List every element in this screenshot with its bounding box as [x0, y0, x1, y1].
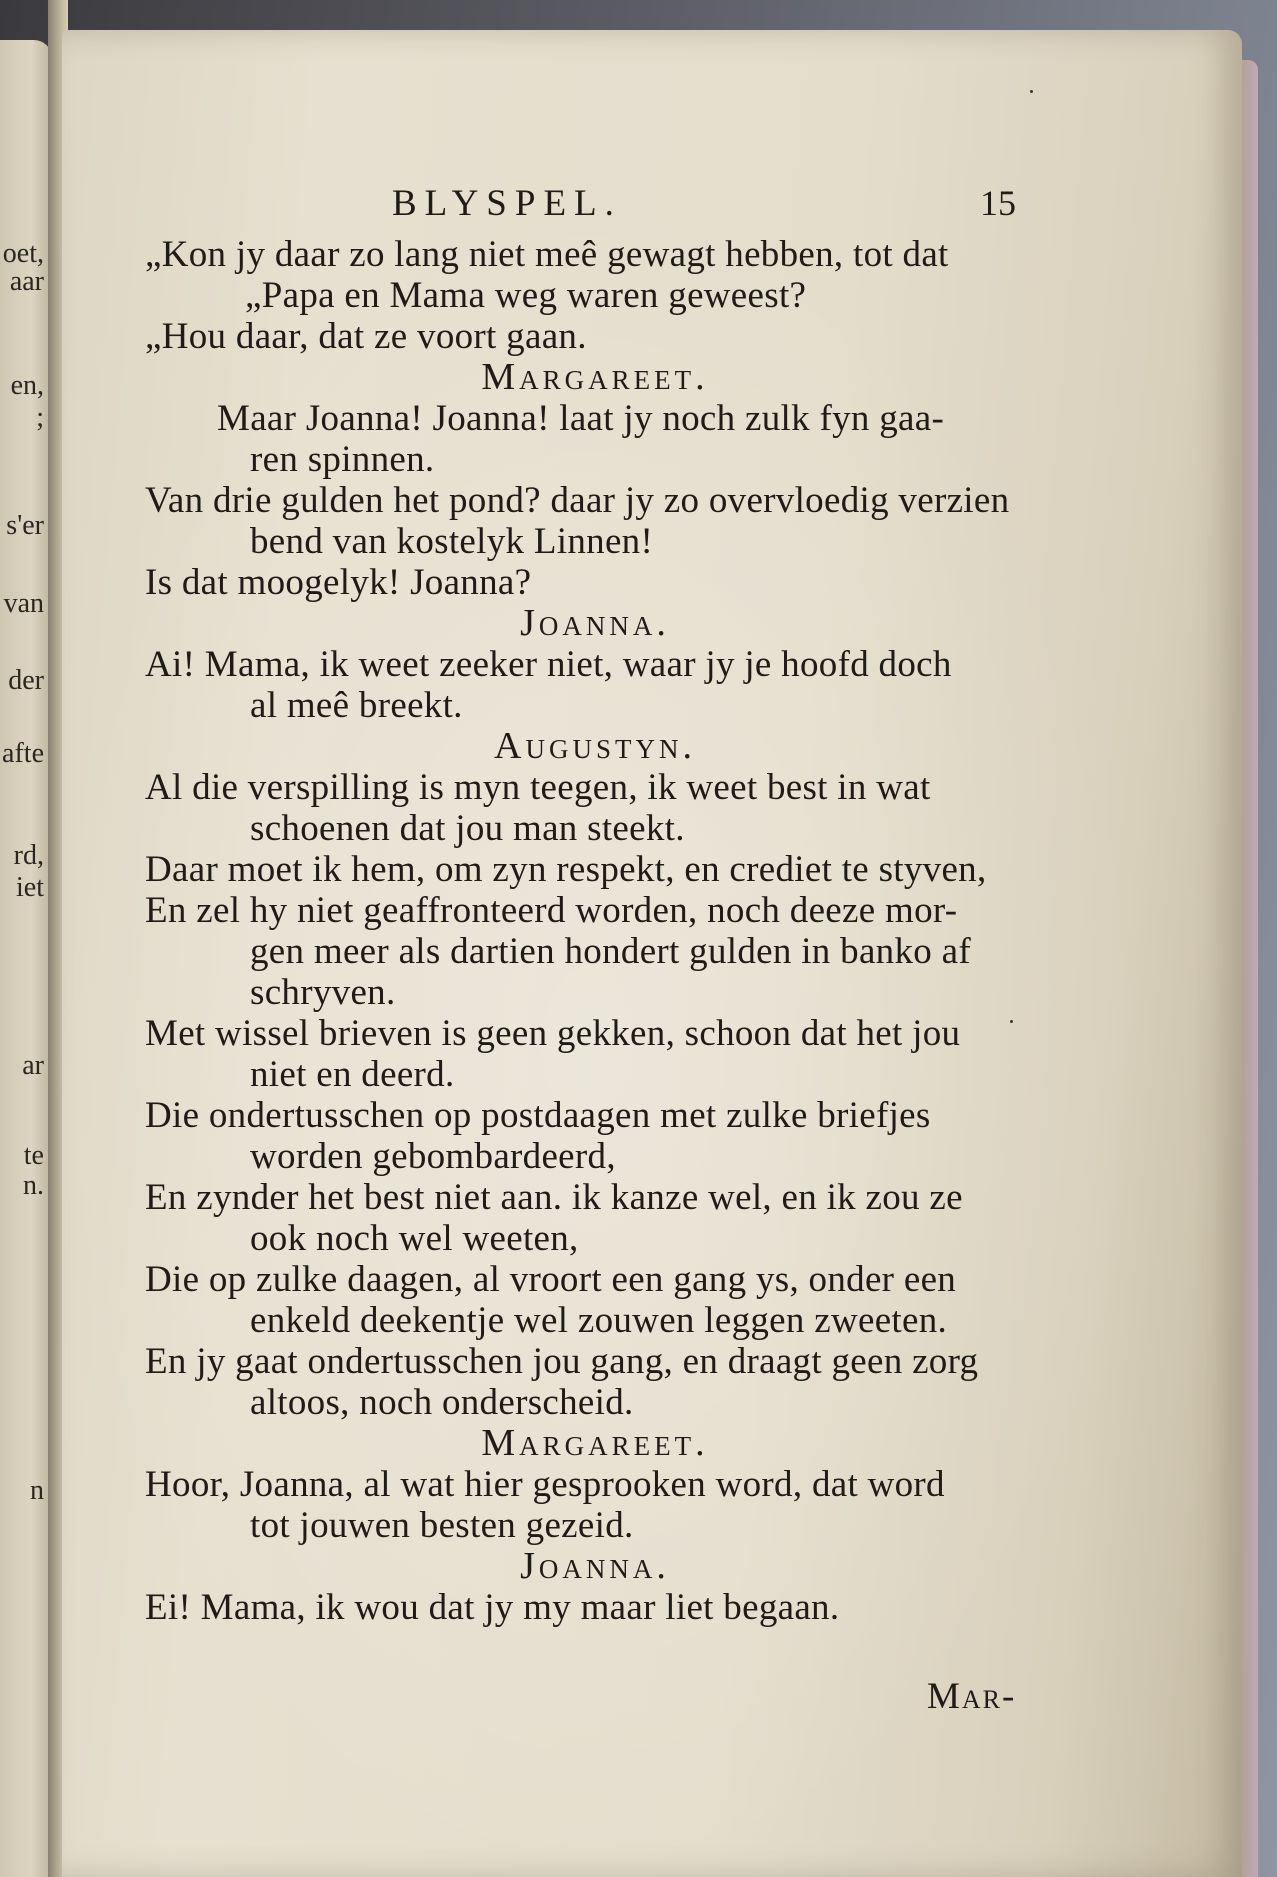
- text-line: Met wissel brieven is geen gekken, schoon dat het jou: [145, 1013, 961, 1054]
- left-fragment: ;: [36, 402, 44, 433]
- catchword: Mar-: [927, 1676, 1017, 1717]
- text-line: Ei! Mama, ik wou dat jy my maar liet begaan.: [145, 1587, 840, 1628]
- left-fragment: s'er: [6, 510, 44, 541]
- text-line: schoenen dat jou man steekt.: [250, 808, 685, 849]
- speaker-name: Augustyn.: [494, 725, 696, 767]
- text-line: tot jouwen besten gezeid.: [250, 1505, 634, 1546]
- book-page: [62, 30, 1242, 1877]
- left-fragment: rd,: [13, 840, 44, 871]
- left-fragment: afte: [2, 738, 44, 769]
- text-line: Hoor, Joanna, al wat hier gesprooken word, dat word: [145, 1464, 945, 1505]
- left-fragment: aar: [9, 266, 44, 297]
- left-fragment: ar: [22, 1050, 44, 1081]
- left-fragment: n: [30, 1475, 44, 1506]
- text-line: En zynder het best niet aan. ik kanze wel, en ik zou ze: [145, 1177, 963, 1218]
- text-line: Daar moet ik hem, om zyn respekt, en crediet te styven,: [145, 849, 987, 890]
- text-line: al meê breekt.: [250, 685, 463, 726]
- page-number: 15: [980, 183, 1016, 223]
- text-line: worden gebombardeerd,: [250, 1136, 616, 1177]
- left-fragment: der: [8, 665, 44, 696]
- text-line: Die ondertusschen op postdaagen met zulke briefjes: [145, 1095, 931, 1136]
- text-line: „Kon jy daar zo lang niet meê gewagt hebben, tot dat: [145, 234, 949, 275]
- text-line: Ai! Mama, ik weet zeeker niet, waar jy je hoofd doch: [145, 644, 952, 685]
- text-line: enkeld deekentje wel zouwen leggen zweeten.: [250, 1300, 948, 1341]
- text-line: gen meer als dartien hondert gulden in banko af: [250, 931, 971, 972]
- left-facing-page: [0, 40, 52, 1877]
- text-line: Maar Joanna! Joanna! laat jy noch zulk fyn gaa-: [217, 398, 945, 439]
- left-fragment: iet: [16, 872, 44, 903]
- text-line: Al die verspilling is myn teegen, ik weet best in wat: [145, 767, 931, 808]
- left-fragment: oet,: [2, 238, 44, 269]
- text-line: bend van kostelyk Linnen!: [250, 521, 654, 562]
- text-line: niet en deerd.: [250, 1054, 455, 1095]
- text-line: ook noch wel weeten,: [250, 1218, 579, 1259]
- text-line: schryven.: [250, 972, 396, 1013]
- left-fragment: n.: [23, 1170, 44, 1201]
- text-line: Van drie gulden het pond? daar jy zo overvloedig verzien: [145, 480, 1010, 521]
- speaker-name: Margareet.: [481, 356, 709, 398]
- text-line: ren spinnen.: [250, 439, 435, 480]
- left-fragment: en,: [10, 370, 44, 401]
- page-text: [145, 234, 1045, 1628]
- text-line: altoos, noch onderscheid.: [250, 1382, 634, 1423]
- speaker-name: Joanna.: [520, 1545, 670, 1587]
- text-line: „Hou daar, dat ze voort gaan.: [145, 316, 587, 357]
- text-line: En jy gaat ondertusschen jou gang, en draagt geen zorg: [145, 1341, 979, 1382]
- text-line: En zel hy niet geaffronteerd worden, noch deeze mor-: [145, 890, 958, 931]
- running-head: BLYSPEL.: [392, 183, 622, 224]
- left-fragment: te: [23, 1140, 44, 1171]
- text-line: „Papa en Mama weg waren geweest?: [245, 275, 807, 316]
- speaker-name: Margareet.: [481, 1422, 709, 1464]
- text-line: Die op zulke daagen, al vroort een gang ys, onder een: [145, 1259, 957, 1300]
- speaker-name: Joanna.: [520, 602, 670, 644]
- left-fragment: van: [3, 588, 44, 619]
- text-line: Is dat moogelyk! Joanna?: [145, 562, 532, 603]
